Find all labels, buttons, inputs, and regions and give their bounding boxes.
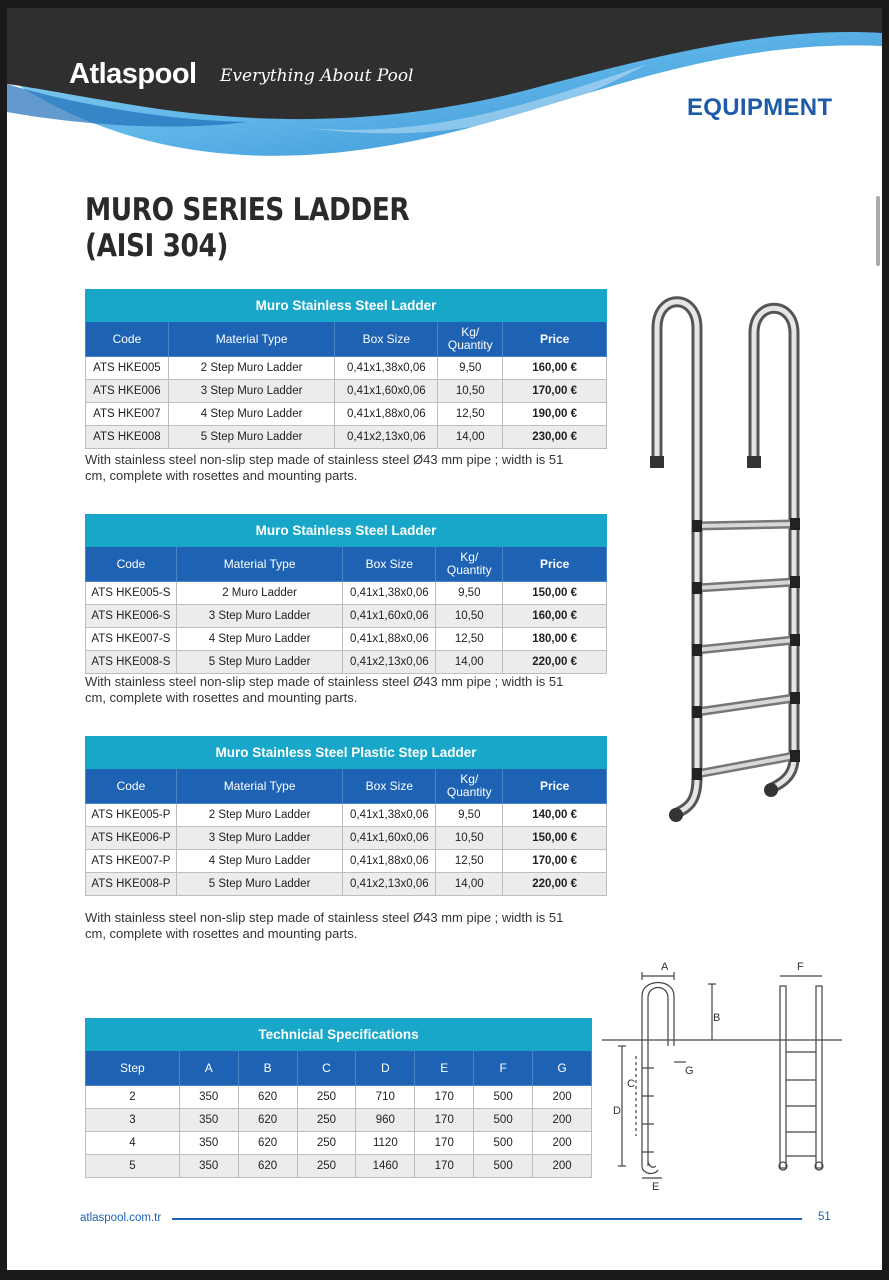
table-row: ATS HKE006-P 3 Step Muro Ladder 0,41x1,60x0,06 10,50 150,00 € (86, 827, 607, 850)
table-row: ATS HKE007-P 4 Step Muro Ladder 0,41x1,88x0,06 12,50 170,00 € (86, 850, 607, 873)
column-header: Material Type (168, 322, 335, 357)
table-row: ATS HKE005-S 2 Muro Ladder 0,41x1,38x0,06 9,50 150,00 € (86, 582, 607, 605)
ladder-dimension-diagram (602, 956, 842, 1196)
column-header: Kg/ Quantity (436, 547, 503, 582)
table-row: 3 350 620 250 960 170 500 200 (86, 1109, 592, 1132)
brand-tagline: Everything About Pool (220, 66, 414, 86)
column-header: Code (86, 547, 177, 582)
diagram-label-c: C (627, 1078, 635, 1090)
table-row: ATS HKE005-P 2 Step Muro Ladder 0,41x1,38x0,06 9,50 140,00 € (86, 804, 607, 827)
diagram-label-f: F (797, 961, 804, 973)
table-caption: Muro Stainless Steel Ladder (86, 515, 607, 547)
column-header: E (415, 1051, 474, 1086)
section-label: EQUIPMENT (687, 94, 833, 121)
brand-logo: Atlaspool (69, 58, 197, 90)
catalog-page (7, 8, 882, 1270)
column-header: Kg/ Quantity (436, 769, 503, 804)
title-line-2: (AISI 304) (85, 228, 228, 264)
column-header: A (179, 1051, 238, 1086)
column-header: Kg/ Quantity (438, 322, 503, 357)
page-number: 51 (818, 1211, 831, 1223)
table-row: ATS HKE007 4 Step Muro Ladder 0,41x1,88x0,06 12,50 190,00 € (86, 403, 607, 426)
product-table-1 (85, 289, 607, 449)
scrollbar-thumb[interactable] (876, 196, 880, 266)
column-header: Code (86, 769, 177, 804)
diagram-label-e: E (652, 1181, 660, 1193)
table-row: ATS HKE007-S 4 Step Muro Ladder 0,41x1,88x0,06 12,50 180,00 € (86, 628, 607, 651)
table-row: ATS HKE006-S 3 Step Muro Ladder 0,41x1,60x0,06 10,50 160,00 € (86, 605, 607, 628)
footer-website-link[interactable]: atlaspool.com.tr (80, 1212, 162, 1224)
ladder-product-image (632, 288, 812, 828)
diagram-label-g: G (685, 1065, 694, 1077)
diagram-label-b: B (713, 1012, 721, 1024)
table-row: 4 350 620 250 1120 170 500 200 (86, 1132, 592, 1155)
column-header: Price (503, 769, 607, 804)
column-header: B (238, 1051, 297, 1086)
column-header: F (474, 1051, 533, 1086)
table-row: 5 350 620 250 1460 170 500 200 (86, 1155, 592, 1178)
column-header: Code (86, 322, 169, 357)
footer-divider (172, 1218, 802, 1220)
table-row: ATS HKE008 5 Step Muro Ladder 0,41x2,13x0,06 14,00 230,00 € (86, 426, 607, 449)
product-note-1: With stainless steel non-slip step made of stainless steel Ø43 mm pipe ; width is 51 cm, complete with rosettes and mounting parts. (85, 452, 564, 483)
column-header: Step (86, 1051, 180, 1086)
table-caption: Muro Stainless Steel Ladder (86, 290, 607, 322)
column-header: Material Type (176, 547, 343, 582)
table-caption: Technicial Specifications (86, 1019, 592, 1051)
column-header: C (297, 1051, 356, 1086)
column-header: Price (503, 547, 607, 582)
column-header: G (533, 1051, 592, 1086)
product-table-3 (85, 736, 607, 896)
column-header: Box Size (335, 322, 438, 357)
tech-spec-table (85, 1018, 592, 1178)
column-header: Box Size (343, 547, 436, 582)
product-note-2: With stainless steel non-slip step made of stainless steel Ø43 mm pipe ; width is 51 cm, complete with rosettes and mounting parts. (85, 674, 564, 705)
table-row: 2 350 620 250 710 170 500 200 (86, 1086, 592, 1109)
column-header: Material Type (176, 769, 343, 804)
table-row: ATS HKE008-S 5 Step Muro Ladder 0,41x2,13x0,06 14,00 220,00 € (86, 651, 607, 674)
column-header: Box Size (343, 769, 436, 804)
table-row: ATS HKE008-P 5 Step Muro Ladder 0,41x2,13x0,06 14,00 220,00 € (86, 873, 607, 896)
column-header: D (356, 1051, 415, 1086)
table-row: ATS HKE005 2 Step Muro Ladder 0,41x1,38x0,06 9,50 160,00 € (86, 357, 607, 380)
diagram-label-d: D (613, 1105, 621, 1117)
table-caption: Muro Stainless Steel Plastic Step Ladder (86, 737, 607, 769)
page-title (85, 192, 409, 264)
column-header: Price (503, 322, 607, 357)
product-note-3: With stainless steel non-slip step made of stainless steel Ø43 mm pipe ; width is 51 cm, complete with rosettes and mounting parts. (85, 910, 564, 941)
diagram-label-a: A (661, 961, 669, 973)
product-table-2 (85, 514, 607, 674)
table-row: ATS HKE006 3 Step Muro Ladder 0,41x1,60x0,06 10,50 170,00 € (86, 380, 607, 403)
title-line-1: MURO SERIES LADDER (85, 192, 410, 228)
header-banner (7, 8, 882, 178)
